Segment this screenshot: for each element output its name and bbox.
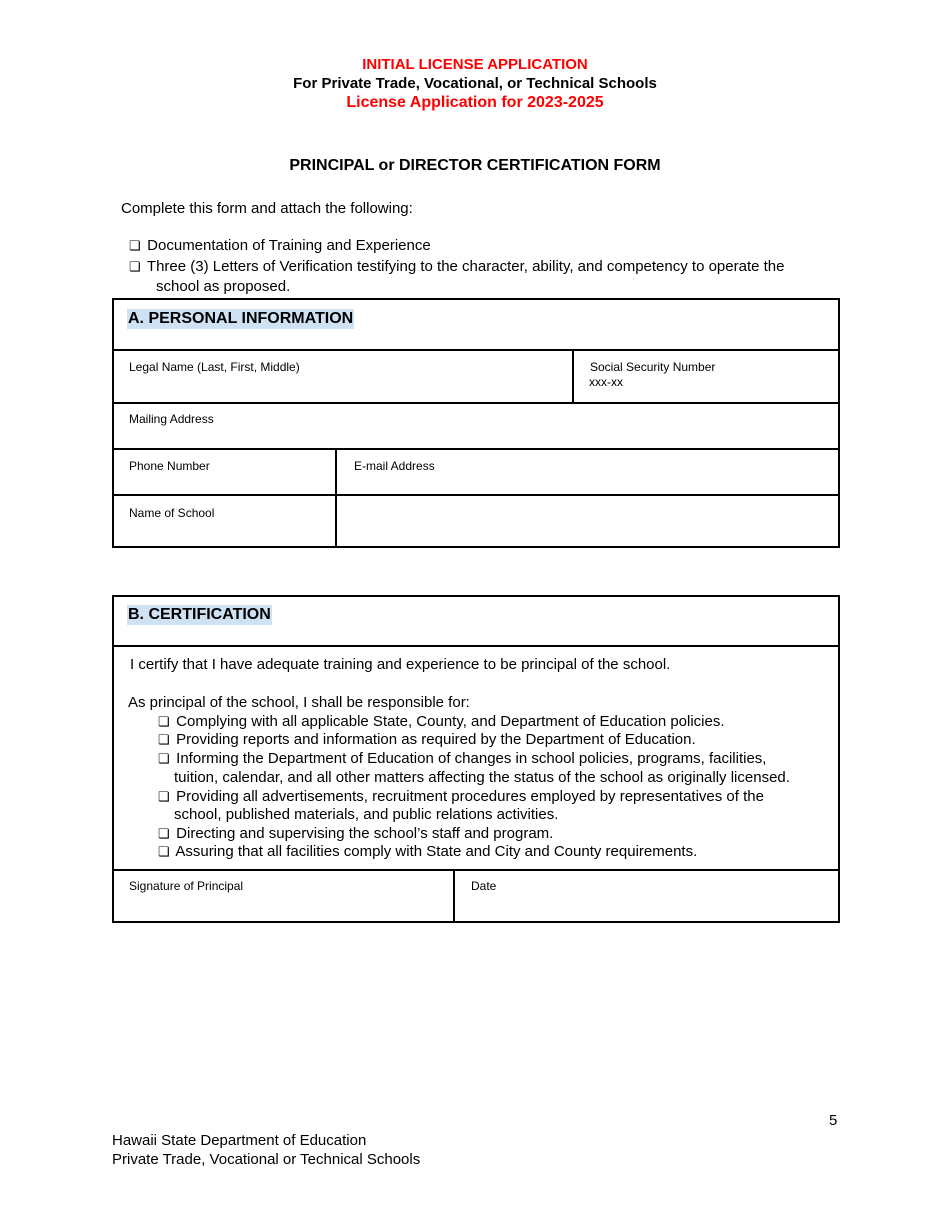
footer-line-1: Hawaii State Department of Education: [112, 1132, 367, 1149]
responsibility-item: ❏ Informing the Department of Education of changes in school policies, programs, facilities,: [158, 750, 767, 767]
attachment-text-continued: school as proposed.: [156, 278, 291, 295]
responsibility-item: ❏ Assuring that all facilities comply with State and City and County requirements.: [158, 843, 698, 860]
personal-info-table: [112, 298, 840, 548]
checkbox-icon: ❏: [158, 844, 170, 859]
responsibility-item: ❏ Complying with all applicable State, County, and Department of Education policies.: [158, 713, 725, 730]
responsibility-item: ❏ Directing and supervising the school’s staff and program.: [158, 825, 554, 842]
divider: [112, 448, 840, 450]
phone-number-label: Phone Number: [129, 459, 210, 473]
ssn-value: xxx-xx: [589, 375, 623, 389]
school-name-label: Name of School: [129, 506, 215, 520]
responsibility-item-continued: school, published materials, and public relations activities.: [174, 806, 559, 823]
section-a-title: A. PERSONAL INFORMATION: [128, 310, 354, 327]
checkbox-icon: ❏: [158, 751, 170, 766]
checkbox-icon: ❏: [158, 789, 170, 804]
signature-label: Signature of Principal: [129, 879, 244, 893]
header-subtitle: For Private Trade, Vocational, or Technical Schools: [293, 75, 657, 92]
divider: [112, 494, 840, 496]
checkbox-icon: ❏: [129, 238, 141, 253]
attachment-item: [129, 257, 784, 277]
responsibilities-intro: As principal of the school, I shall be responsible for:: [128, 694, 470, 711]
attachment-text: Three (3) Letters of Verification testifying to the character, ability, and competency to operate the: [146, 258, 785, 275]
attachment-text: Documentation of Training and Experience: [147, 237, 431, 254]
checkbox-icon: ❏: [158, 826, 170, 841]
section-b-title: B. CERTIFICATION: [128, 606, 271, 623]
form-title: PRINCIPAL or DIRECTOR CERTIFICATION FORM: [289, 157, 661, 174]
checkbox-icon: ❏: [158, 732, 170, 747]
email-address-label: E-mail Address: [354, 459, 435, 473]
responsibility-item: ❏ Providing all advertisements, recruitment procedures employed by representatives of the: [158, 788, 764, 805]
legal-name-label: Legal Name (Last, First, Middle): [129, 360, 300, 374]
mailing-address-label: Mailing Address: [129, 412, 214, 426]
divider: [112, 402, 840, 404]
responsibility-item-continued: tuition, calendar, and all other matters affecting the status of the school as originally licensed.: [174, 769, 790, 786]
date-label: Date: [471, 879, 497, 893]
divider: [572, 349, 574, 404]
header-title: INITIAL LICENSE APPLICATION: [362, 56, 588, 73]
divider: [112, 869, 840, 871]
certify-statement: I certify that I have adequate training and experience to be principal of the school.: [130, 656, 671, 673]
header-license-period: License Application for 2023-2025: [346, 94, 604, 111]
divider: [112, 645, 840, 647]
divider: [112, 349, 840, 351]
divider: [335, 448, 337, 548]
attachment-item: [129, 236, 431, 256]
divider: [453, 869, 455, 923]
page-number: 5: [829, 1112, 838, 1129]
checkbox-icon: ❏: [158, 714, 170, 729]
footer-line-2: Private Trade, Vocational or Technical Schools: [112, 1151, 421, 1168]
ssn-label: Social Security Number: [590, 360, 716, 374]
responsibility-item: ❏ Providing reports and information as required by the Department of Education.: [158, 731, 696, 748]
intro-text: Complete this form and attach the following:: [121, 200, 413, 217]
checkbox-icon: ❏: [129, 259, 141, 274]
